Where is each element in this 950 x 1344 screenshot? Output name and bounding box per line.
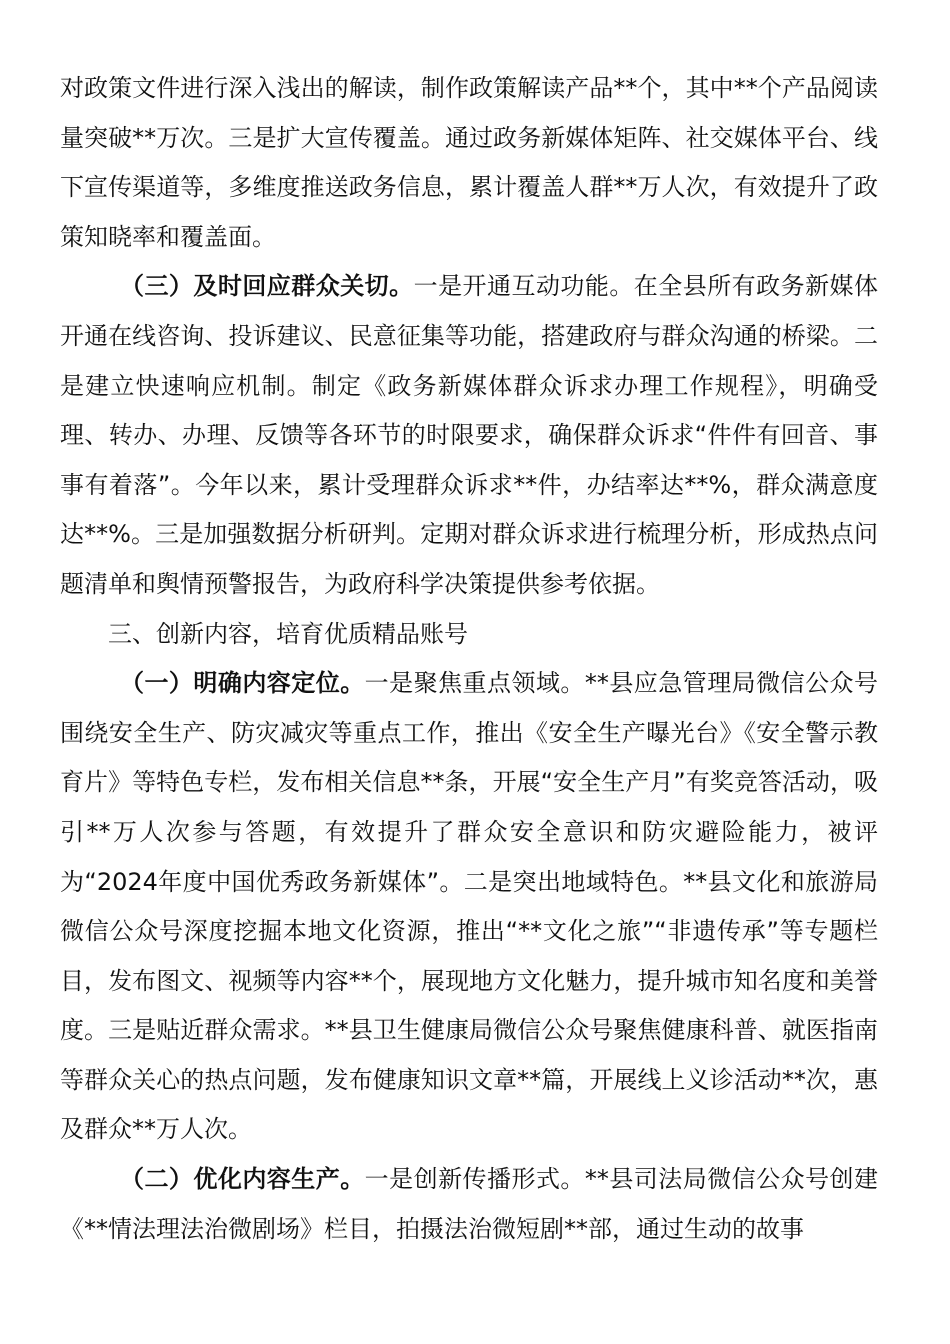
paragraph-respond-concerns-text: 一是开通互动功能。在全县所有政务新媒体开通在线咨询、投诉建议、民意征集等功能，搭建政府与群众沟通的桥梁。二是建立快速响应机制。制定《政务新媒体群众诉求办理工作规程》，明确受理、转办、办理、反馈等各环节的时限要求，确保群众诉求“件件有回音、事事有着落”。今年以来，累计受理群众诉求**件，办结率达**%，群众满意度达**%。三是加强数据分析研判。定期对群众诉求进行梳理分析，形成热点问题清单和舆情预警报告，为政府科学决策提供参考依据。 bbox=[60, 272, 879, 598]
section-heading-respond-concerns: （三）及时回应群众关切。 bbox=[120, 272, 414, 301]
paragraph-content-production-text: 一是创新传播形式。**县司法局微信公众号创建《**情法理法治微剧场》栏目，拍摄法治微短剧**部，通过生动的故事 bbox=[60, 1165, 879, 1243]
section-heading-content-production: （二）优化内容生产。 bbox=[120, 1165, 365, 1194]
section-heading-content-positioning: （一）明确内容定位。 bbox=[120, 669, 365, 698]
paragraph-content-positioning bbox=[60, 659, 878, 1155]
paragraph-content-positioning-text: 一是聚焦重点领域。**县应急管理局微信公众号围绕安全生产、防灾减灾等重点工作，推出《安全生产曝光台》《安全警示教育片》等特色专栏，发布相关信息**条，开展“安全生产月”有奖竞答活动，吸引**万人次参与答题，有效提升了群众安全意识和防灾避险能力，被评为“2024年度中国优秀政务新媒体”。二是突出地域特色。**县文化和旅游局微信公众号深度挖掘本地文化资源，推出“**文化之旅”“非遗传承”等专题栏目，发布图文、视频等内容**个，展现地方文化魅力，提升城市知名度和美誉度。三是贴近群众需求。**县卫生健康局微信公众号聚焦健康科普、就医指南等群众关心的热点问题，发布健康知识文章**篇，开展线上义诊活动**次，惠及群众**万人次。 bbox=[60, 669, 879, 1144]
paragraph-respond-concerns bbox=[60, 262, 878, 609]
document-body bbox=[60, 64, 878, 1254]
paragraph-policy-coverage: 对政策文件进行深入浅出的解读，制作政策解读产品**个，其中**个产品阅读量突破**万次。三是扩大宣传覆盖。通过政务新媒体矩阵、社交媒体平台、线下宣传渠道等，多维度推送政务信息，累计覆盖人群**万人次，有效提升了政策知晓率和覆盖面。 bbox=[60, 74, 878, 251]
paragraph-content-production bbox=[60, 1155, 878, 1254]
chapter-heading-innovate-content: 三、创新内容，培育优质精品账号 bbox=[108, 619, 468, 648]
